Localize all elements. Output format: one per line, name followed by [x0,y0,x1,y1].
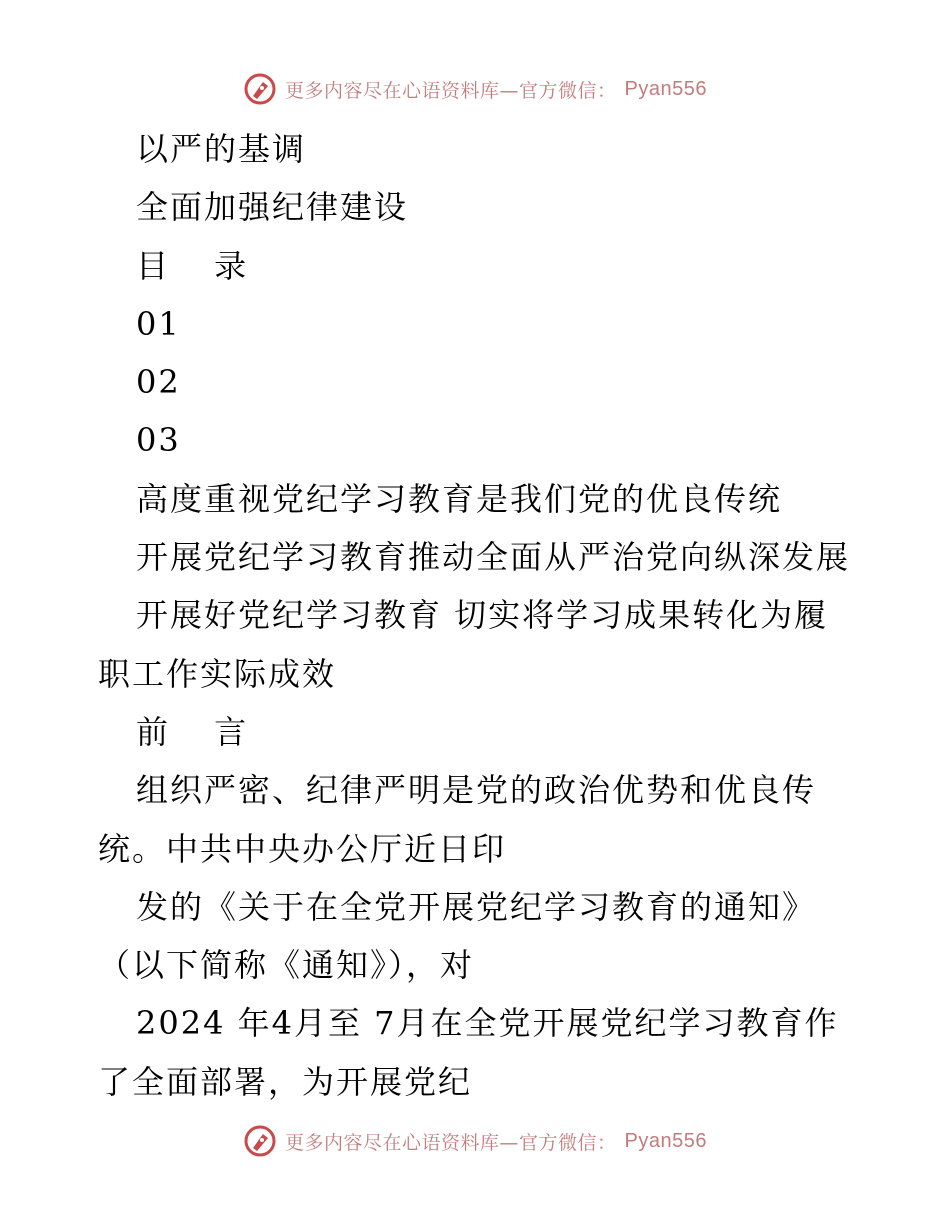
watermark-footer [0,1124,950,1158]
text-line: 2024 年4月至 7月在全党开展党纪学习教育作 [136,1004,839,1043]
text-line: 目 录 [136,246,265,285]
pen-nib-circle-icon [243,72,277,106]
text-line: 全面加强纪律建设 [136,188,409,227]
text-line: 统。中共中央办公厅近日印 [98,829,507,868]
document-body [98,120,898,1111]
watermark-id: Pyan556 [624,1129,707,1152]
watermark-text: 更多内容尽在心语资料库—官方微信： [285,79,617,102]
text-line: （以下简称《通知》），对 [98,946,475,985]
text-line: 组织严密、纪律严明是党的政治优势和优良传 [136,771,817,810]
watermark-header [0,72,950,106]
text-line: 03 [136,421,181,460]
text-line: 发的《关于在全党开展党纪学习教育的通知》 [136,887,817,926]
text-line: 开展党纪学习教育推动全面从严治党向纵深发展 [136,538,851,577]
watermark-id: Pyan556 [624,77,707,100]
text-line: 前 言 [136,712,265,751]
text-line: 了全面部署，为开展党纪 [98,1062,473,1101]
text-line: 高度重视党纪学习教育是我们党的优良传统 [136,479,783,518]
text-line: 02 [136,363,181,402]
pen-nib-circle-icon [243,1124,277,1158]
text-line: 01 [136,304,181,343]
text-line: 开展好党纪学习教育 切实将学习成果转化为履 [136,596,829,635]
text-line: 职工作实际成效 [98,654,337,693]
text-line: 以严的基调 [136,130,307,168]
watermark-text: 更多内容尽在心语资料库—官方微信： [285,1131,617,1154]
